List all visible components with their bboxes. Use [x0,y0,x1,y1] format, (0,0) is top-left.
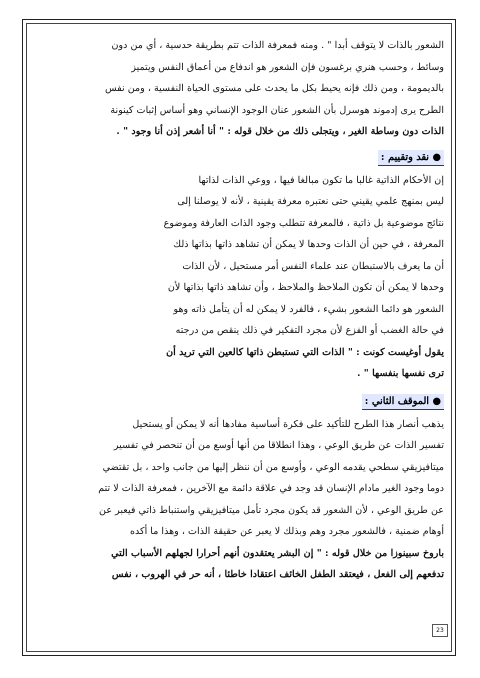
text-line: المعرفة ، في حين أن الذات وحدها لا يمكن أن تشاهد ذاتها بذاتها ذلك [173,239,444,250]
text-line: يذهب أنصار هذا الطرح للتأكيد على فكرة أساسية مفادها أنه لا يمكن أو يستحيل [132,418,444,430]
text-line: أن ما يعرف بالاستبطان عند علماء النفس أمر مستحيل ، لأن الذات [182,260,444,272]
text-line: تفسير الذات عن طريق الوعي ، وهذا انطلاقا من أنها أوسع من أن تنحصر في تفسير [113,440,444,451]
text-line: أوهام ضمنية ، فالشعور مجرد وهم وبذلك لا يعبر عن حقيقة الذات ، وهذا ما أكده [129,526,444,537]
text-line: الشعور هو دائما الشعور بشيء ، فالفرد لا يمكن له أن يتأمل ذاته وهو [173,303,444,315]
text-line: ليس بمنهج علمي يقيني حتى نعتبره معرفة يقينية ، لأنه لا يوصلنا إلى [177,196,444,207]
text-line: إن الأحكام الذاتية غالبا ما تكون مبالغا فيها ، ووعي الذات لذاتها [198,174,444,186]
text-line: ترى نفسها بنفسها " . [357,368,444,379]
text-line: نتائج موضوعية بل ذاتية ، فالمعرفة تتطلب وجود الذات العارفة وموضوع [163,217,444,229]
text-line: يقول أوغيست كونت : " الذات التي تستبطن ذاتها كالعين التي تريد أن [166,346,444,358]
text-line: الذات دون وساطة الغير ، ويتجلى ذلك من خلال قوله : " أنا أشعر إذن أنا وجود " . [116,126,444,137]
text-line: بالديمومة ، ومن ذلك فإنه يحيط بكل ما يحدث على مستوى الحياة النفسية ، ومن نفس [104,83,444,94]
text-line: باروخ سبينوزا من خلال قوله : " إن البشر يعتقدون أنهم أحرارا لجهلهم الأسباب التي [111,547,444,559]
text-line: الطرح يرى إدموند هوسرل بأن الشعور عنان الوجود الإنساني وهو أساس إثبات كينونة [110,104,444,116]
text-line: الشعور بالذات لا يتوقف أبدا " . ومنه فمعرفة الذات تتم بطريقة حدسية ، أي من دون [111,40,444,51]
heading-second-position: ● الموقف الثاني : [362,394,444,410]
text-line: عن طريق الوعي ، لأن الشعور قد يكون مجرد تأمل ميتافيزيقي واستنباط ذاتي فيعبر عن [99,504,444,516]
page-content [34,35,444,586]
text-line: ميتافيزيقي سطحي يقدمه الوعي ، وأوسع من أن ننظر إليها من جانب واحد ، بل تقتضي [102,461,444,473]
text-line: في حالة الغضب أو الفزع لأن مجرد التفكير في ذلك ينقص من درجته [175,325,444,336]
text-line: تدفعهم إلى الفعل ، فيعتقد الطفل الخائف اعتقادا خاطئا ، أنه حر في الهروب ، نفس [111,569,444,580]
text-line: دوما وجود الغير مادام الإنسان قد وجد في علاقة دائمة مع الآخرين ، فمعرفة الذات لا تتم [98,483,444,494]
text-line: وحدها لا يمكن أن تكون الملاحظ والملاحظ ، وأن تشاهد ذاتها بذاتها لأن [167,282,444,293]
page-number: 23 [432,624,448,637]
heading-critique: ● نقد وتقييم : [378,150,444,166]
text-line: وسائط ، وحسب هنري برغسون فإن الشعور هو اندفاع من أعماق النفس ويتميز [131,61,444,73]
